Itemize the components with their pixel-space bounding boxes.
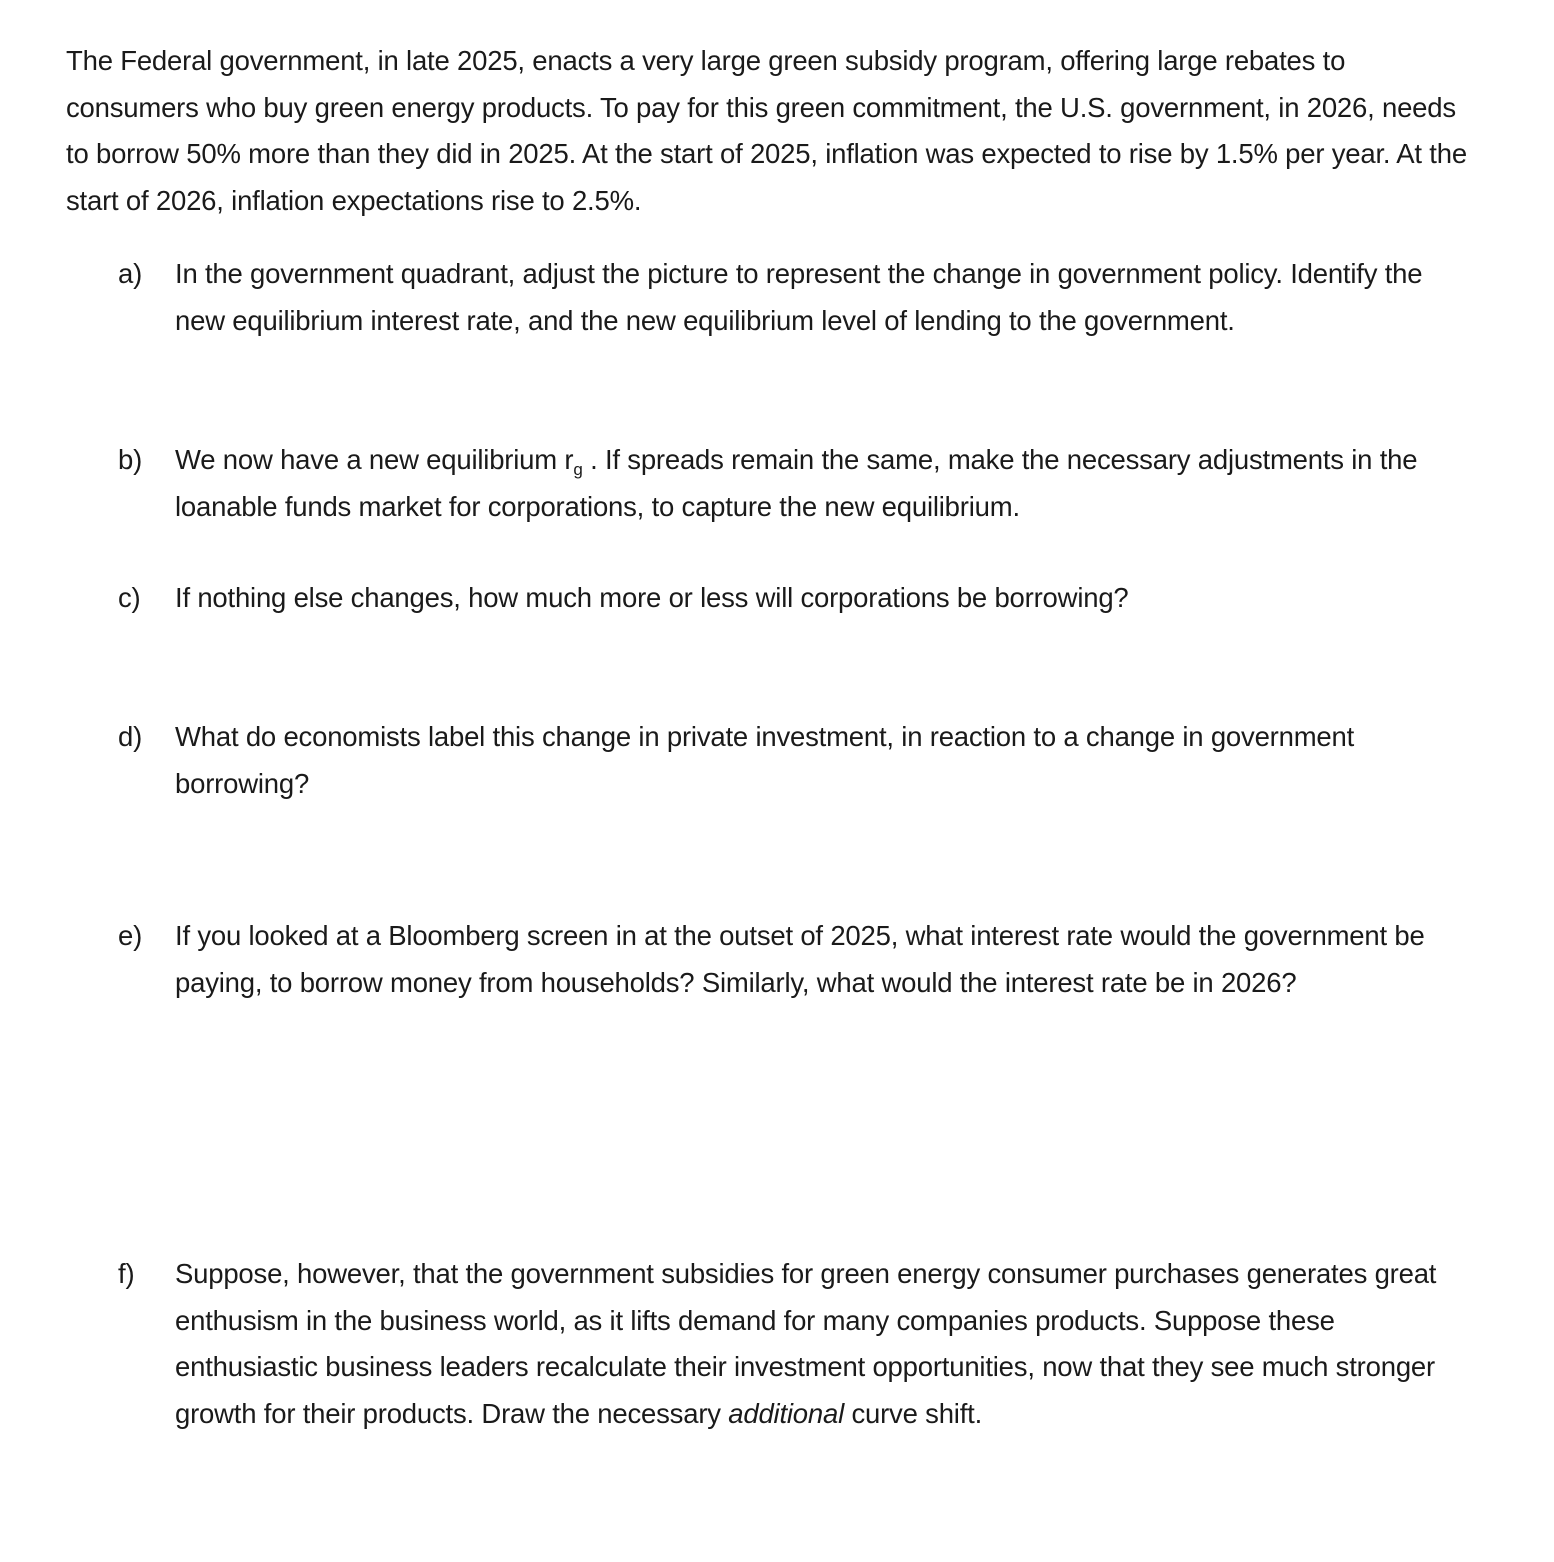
question-f-text-end: curve shift.: [844, 1397, 983, 1429]
question-b: [118, 437, 1458, 530]
question-d-label: d): [118, 721, 143, 752]
question-b-label: b): [118, 444, 143, 475]
question-c: [118, 575, 1458, 622]
question-f-emphasis: additional: [728, 1397, 845, 1429]
question-b-text-end: . If spreads remain the same, make the necessary adjustments in the loanable funds market for corporations, to capture the new equilibrium.: [175, 444, 1418, 522]
question-d: [118, 714, 1458, 807]
question-e: [118, 913, 1458, 1006]
question-f: [118, 1251, 1458, 1437]
question-c-text: If nothing else changes, how much more or less will corporations be borrowing?: [175, 582, 1129, 613]
question-a: [118, 251, 1458, 344]
question-f-text-start: Suppose, however, that the government subsidies for green energy consumer purchases generates great enthusism in the business world, as it lifts demand for many companies products. Suppose these enthusiastic business leaders recalculate their investment opportunities, now that they see much stronger growth for their products. Draw the necessary: [175, 1258, 1437, 1429]
question-e-label: e): [118, 920, 143, 951]
question-b-text: [175, 437, 1465, 530]
question-a-label: a): [118, 258, 143, 289]
intro-paragraph: The Federal government, in late 2025, enacts a very large green subsidy program, offering large rebates to consumers who buy green energy products. To pay for this green commitment, the U.S. government, in 2026, needs to borrow 50% more than they did in 2025. At the start of 2025, inflation was expected to rise by 1.5% per year. At the start of 2026, inflation expectations rise to 2.5%.: [66, 45, 1467, 216]
question-d-text: What do economists label this change in private investment, in reaction to a change in government borrowing?: [175, 721, 1355, 799]
question-f-text: [175, 1251, 1465, 1437]
question-e-text: If you looked at a Bloomberg screen in at the outset of 2025, what interest rate would the government be paying, to borrow money from households? Similarly, what would the interest rate be in 2026?: [175, 920, 1425, 998]
question-a-text: In the government quadrant, adjust the picture to represent the change in government policy. Identify the new equilibrium interest rate, and the new equilibrium level of lending to the government.: [175, 258, 1423, 336]
question-c-label: c): [118, 582, 141, 613]
question-f-label: f): [118, 1258, 135, 1289]
rg-subscript: g: [573, 460, 583, 479]
question-b-text-start: We now have a new equilibrium r: [175, 444, 574, 475]
